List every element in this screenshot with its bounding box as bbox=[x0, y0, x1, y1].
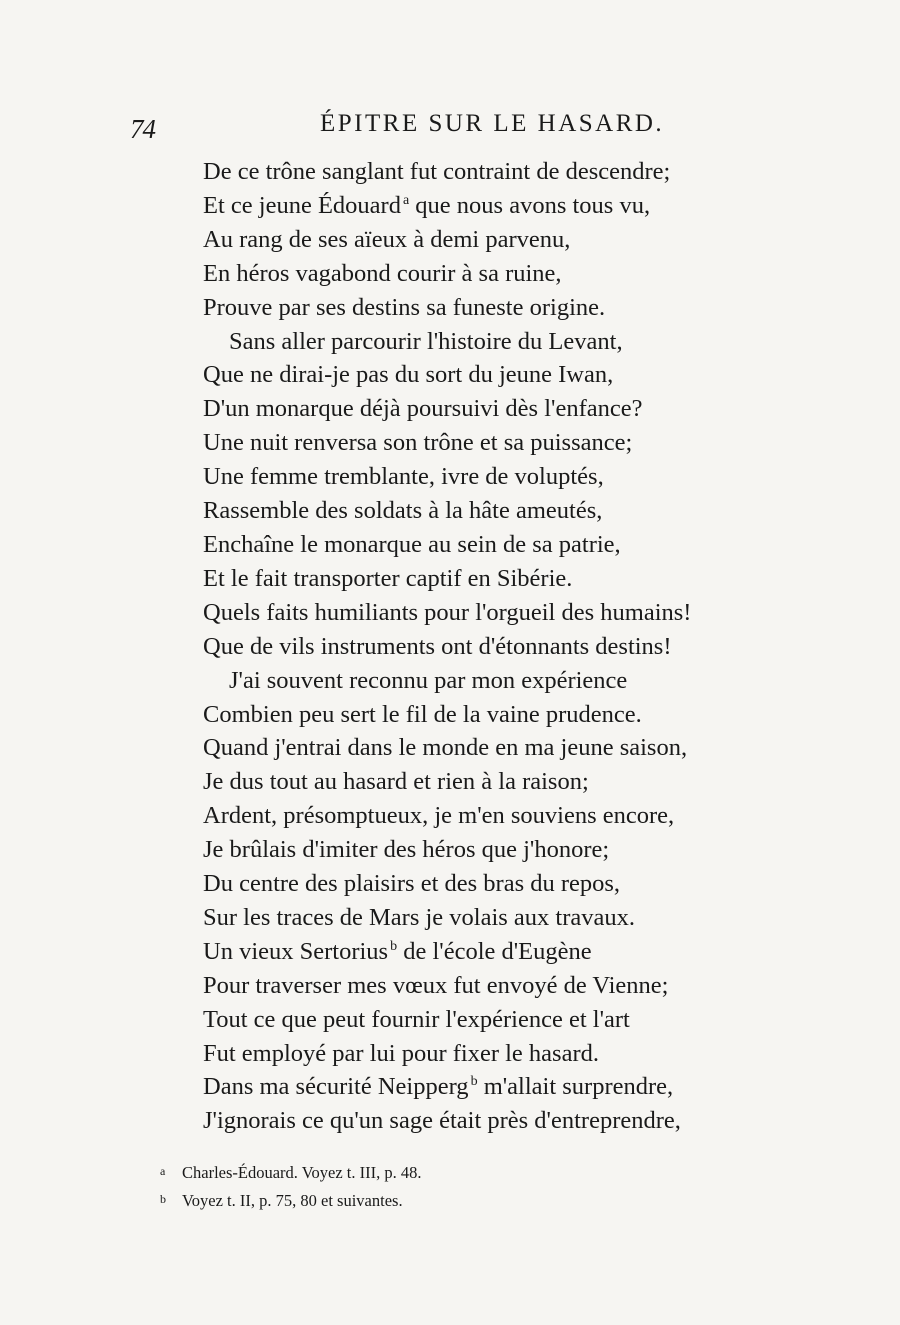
footnote-b-text: Voyez t. II, p. 75, 80 et suivantes. bbox=[182, 1191, 403, 1210]
verse-line-23: Sur les traces de Mars je volais aux travaux. bbox=[203, 903, 636, 931]
verse-line-28-start: Dans ma sécurité Neipperg bbox=[203, 1073, 469, 1101]
verse-line-26: Tout ce que peut fournir l'expérience et l'art bbox=[203, 1005, 630, 1033]
verse-line-25: Pour traverser mes vœux fut envoyé de Vienne; bbox=[203, 971, 669, 999]
verse-line-12: Enchaîne le monarque au sein de sa patrie, bbox=[203, 530, 621, 558]
verse-line-6: Sans aller parcourir l'histoire du Levant, bbox=[229, 327, 623, 355]
verse-line-28-end: m'allait surprendre, bbox=[483, 1073, 674, 1101]
verse-line-16: J'ai souvent reconnu par mon expérience bbox=[229, 666, 628, 694]
verse-line-20: Ardent, présomptueux, je m'en souviens encore, bbox=[203, 802, 675, 830]
footnote-a-text: Charles-Édouard. Voyez t. III, p. 48. bbox=[182, 1163, 422, 1182]
verse-line-9: Une nuit renversa son trône et sa puissance; bbox=[203, 429, 633, 457]
verse-line-5: Prouve par ses destins sa funeste origine. bbox=[203, 293, 606, 321]
verse-line-22: Du centre des plaisirs et des bras du repos, bbox=[203, 870, 621, 898]
verse-line-27: Fut employé par lui pour fixer le hasard. bbox=[203, 1039, 599, 1067]
verse-line-10: Une femme tremblante, ivre de voluptés, bbox=[203, 463, 604, 491]
verse-line-2 bbox=[203, 189, 823, 223]
verse-line-17: Combien peu sert le fil de la vaine prudence. bbox=[203, 700, 642, 728]
verse-line-29: J'ignorais ce qu'un sage était près d'entreprendre, bbox=[203, 1107, 681, 1135]
verse-line-18: Quand j'entrai dans le monde en ma jeune saison, bbox=[203, 734, 688, 762]
verse-line-15: Que de vils instruments ont d'étonnants destins! bbox=[203, 632, 672, 660]
verse-line-2-start: Et ce jeune Édouard bbox=[203, 191, 401, 219]
footnotes bbox=[160, 1158, 760, 1214]
verse-line-2-end: que nous avons tous vu, bbox=[415, 191, 651, 219]
verse-line-21: Je brûlais d'imiter des héros que j'honore; bbox=[203, 836, 610, 864]
footnote-a bbox=[160, 1158, 760, 1186]
verse-line-3: Au rang de ses aïeux à demi parvenu, bbox=[203, 225, 571, 253]
verse-line-24 bbox=[203, 935, 823, 969]
footnote-ref-b-2: b bbox=[470, 1074, 478, 1090]
verse-line-24-end: de l'école d'Eugène bbox=[403, 937, 592, 965]
footnote-ref-b: b bbox=[390, 938, 398, 954]
verse-block bbox=[203, 155, 823, 1138]
footnote-ref-a: a bbox=[402, 192, 410, 208]
verse-line-13: Et le fait transporter captif en Sibérie. bbox=[203, 564, 573, 592]
verse-line-4: En héros vagabond courir à sa ruine, bbox=[203, 259, 562, 287]
verse-line-11: Rassemble des soldats à la hâte ameutés, bbox=[203, 497, 603, 525]
verse-line-14: Quels faits humiliants pour l'orgueil des humains! bbox=[203, 598, 692, 626]
footnote-a-mark: a bbox=[160, 1164, 166, 1178]
verse-line-1: De ce trône sanglant fut contraint de descendre; bbox=[203, 158, 671, 185]
verse-line-24-start: Un vieux Sertorius bbox=[203, 937, 389, 965]
footnote-b-mark: b bbox=[160, 1192, 166, 1206]
verse-line-7: Que ne dirai-je pas du sort du jeune Iwan, bbox=[203, 361, 614, 389]
verse-line-28 bbox=[203, 1070, 823, 1104]
running-title: ÉPITRE SUR LE HASARD. bbox=[320, 110, 665, 137]
page-number: 74 bbox=[130, 114, 155, 144]
verse-line-19: Je dus tout au hasard et rien à la raison; bbox=[203, 768, 589, 796]
verse-line-8: D'un monarque déjà poursuivi dès l'enfance? bbox=[203, 395, 643, 423]
footnote-b bbox=[160, 1186, 760, 1214]
